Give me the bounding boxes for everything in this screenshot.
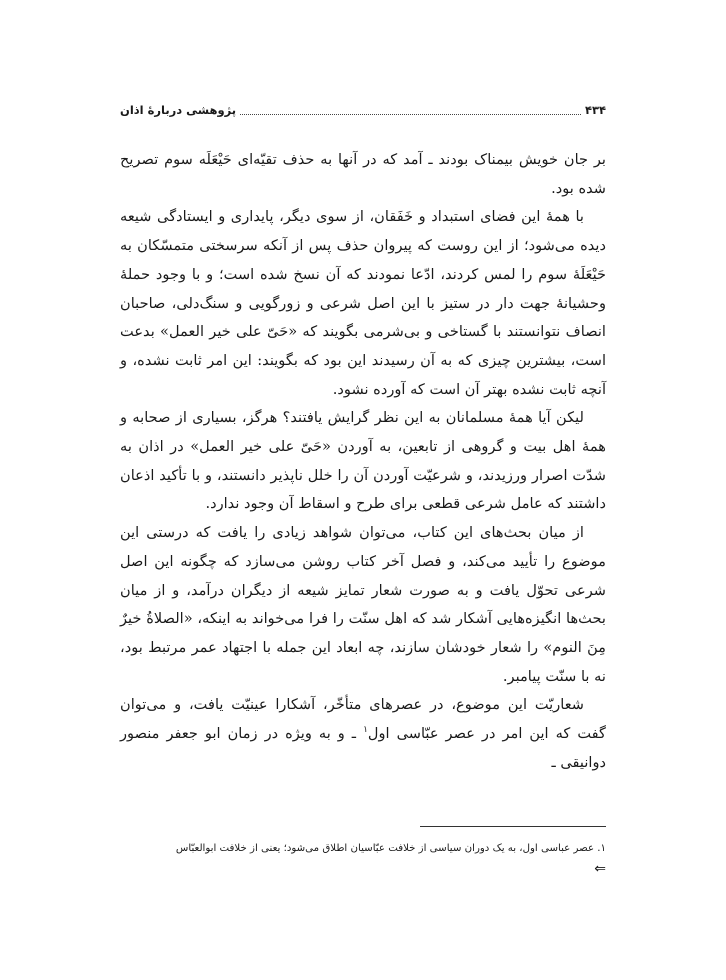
footnote-marker[interactable]: ۱	[363, 725, 368, 736]
page-number: ۴۳۴	[584, 103, 606, 117]
paragraph: از میان بحث‌های این کتاب، می‌توان شواهد زیادی را یافت که درستی این موضوع را تأیید می‌کند، و فصل آخر کتاب روشن می‌سازد که چگونه این اصل شرعی تحوّل یافت و به صورت شعار تمایز شیعه از دیگران درآمد، و از میان بحث‌ها انگیزه‌هایی آشکار شد که اهل سنّت را فرا می‌خواند به اینکه، «الصلاةُ خیرٌ مِنَ النوم» را شعار خودشان سازند، چه ابعاد این جمله با اجتهاد عمر مرتبط بود، نه با سنّت پیامبر.	[120, 524, 607, 685]
body-text	[120, 146, 606, 777]
footnote-text: ۱. عصر عباسی اول، به یک دوران سیاسی از خلافت عبّاسیان اطلاق می‌شود؛ یعنی از خلافت ابوالعبّاس	[175, 843, 606, 854]
paragraph: بر جان خویش بیمناک بودند ـ آمد که در آنها به حذف تقیّه‌ای حَیْعَلَه سوم تصریح شده بود.	[120, 151, 606, 197]
paragraph-tail: ـ و به ویژه در زمان ابو جعفر منصور دوانیقی ـ	[120, 725, 606, 771]
continue-arrow-icon: ⇐	[594, 861, 606, 877]
header-dot-leader	[240, 106, 581, 115]
paragraph: با همهٔ این فضای استبداد و خَفَقان، از سوی دیگر، پایداری و ایستادگی شیعه دیده می‌شود؛ از این روست که پیروان حذف پس از آنکه سرسختی متمسّکان به حَیْعَلَهٔ سوم را لمس کردند، ادّعا نمودند که آن نسخ شده است؛ و با وجود حملهٔ وحشیانهٔ جهت دار در ستیز با این اصل شرعی و زورگویی و سنگ‌دلی، صاحبان انصاف نتوانستند با گستاخی و بی‌شرمی بگویند که «حَیّ علی خیر العمل» بدعت است، بیشترین چیزی که به آن رسیدند این بود که بگویند: این امر ثابت نشده، و آنچه ثابت نشده بهتر آن است که آورده نشود.	[120, 208, 606, 398]
paragraph: لیکن آیا همهٔ مسلمانان به این نظر گرایش یافتند؟ هرگز، بسیاری از صحابه و همهٔ اهل بیت و گروهی از تابعین، به آوردن «حَیّ علی خیر العمل» در اذان به شدّت اصرار ورزیدند، و شرعیّت آوردن آن را خلل ناپذیر دانستند، و با تأکید اذعان داشتند که عامل شرعی قطعی برای طرح و اسقاط آن وجود ندارد.	[120, 409, 606, 513]
footnote-separator	[420, 826, 606, 827]
paragraph-with-footnote	[120, 691, 606, 777]
paragraph-text: شعاریّت این موضوع، در عصرهای متأخّر، آشکارا عینیّت یافت، و می‌توان گفت که این امر در عصر عبّاسی اول	[120, 696, 606, 743]
footnote	[120, 838, 606, 878]
running-header	[120, 100, 606, 120]
running-title: پژوهشی دربارهٔ اذان	[120, 103, 237, 117]
